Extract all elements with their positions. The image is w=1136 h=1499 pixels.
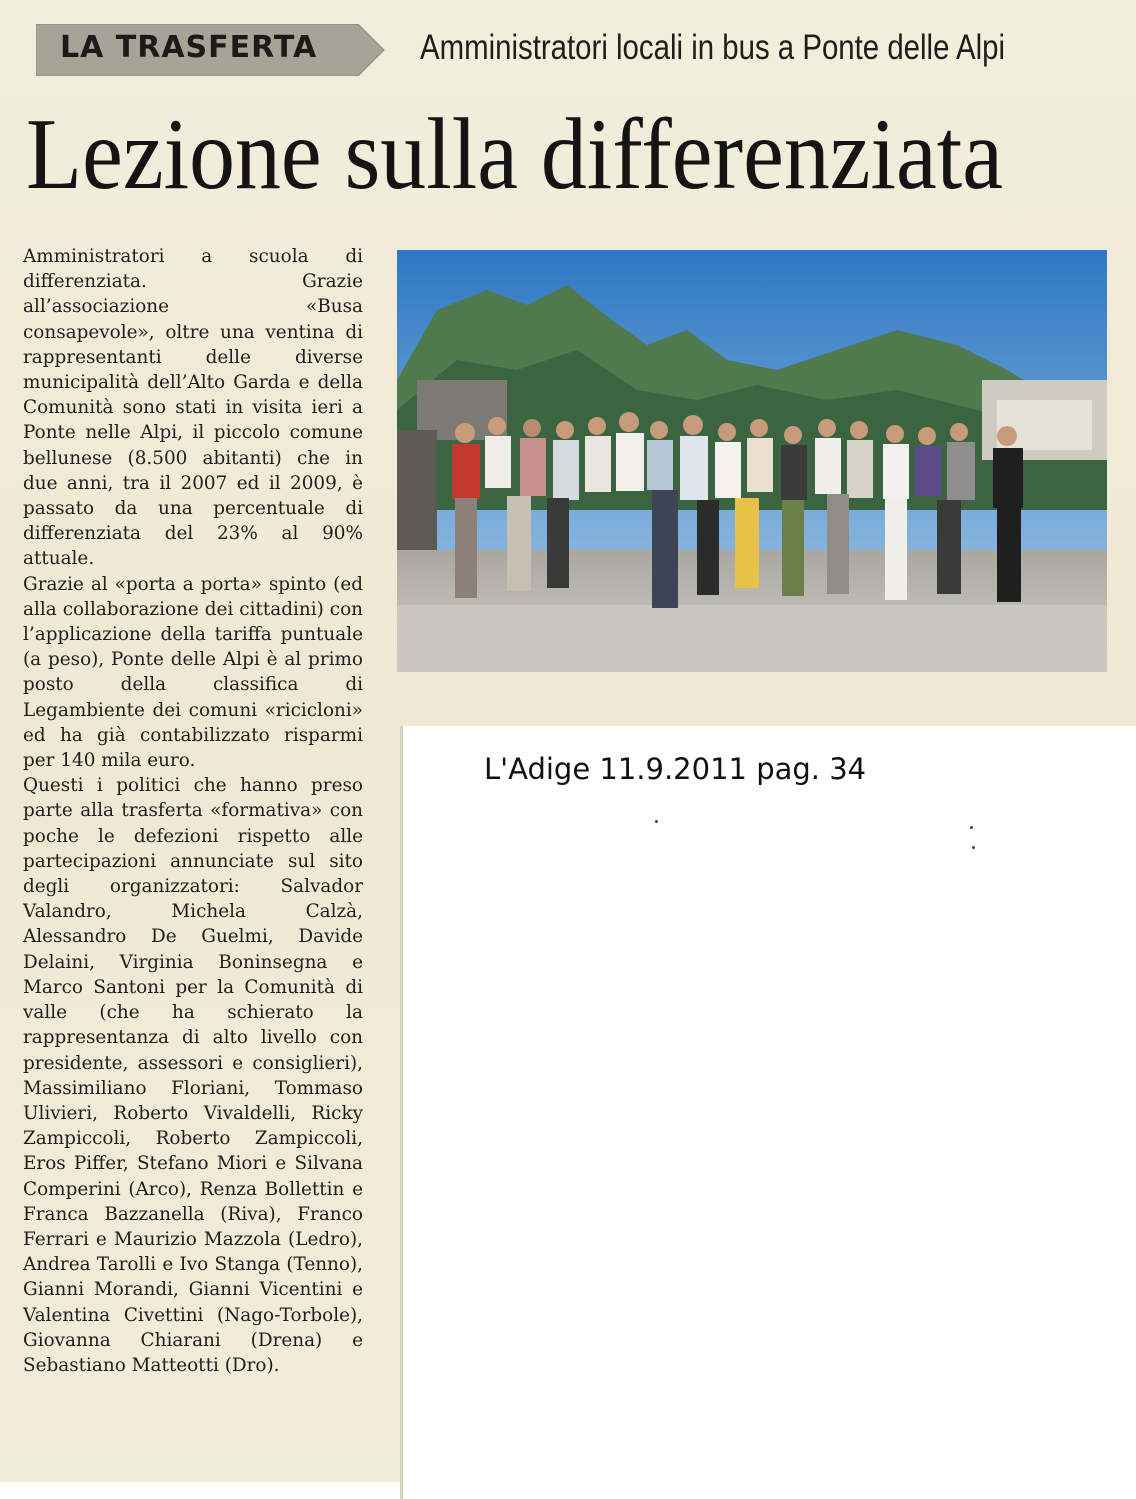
scan-speck [972, 846, 975, 849]
headline: Lezione sulla differenziata [26, 98, 1003, 211]
subheadline: Amministratori locali in bus a Ponte delle Alpi [420, 28, 1006, 67]
article-paragraph-1: Amministratori a scuola di differenziata. Grazie all’associazione «Busa consapevole», oltre una ventina di rappresentanti delle diverse municipalità dell’Alto Garda e della Comunità sono stati in visita ieri a Ponte nelle Alpi, il piccolo comune bellunese (8.500 abitanti) che in due anni, tra il 2007 ed il 2009, è passato da una percentuale di differenziata del 23% al 90% attuale. [23, 246, 363, 570]
source-caption: L'Adige 11.9.2011 pag. 34 [484, 752, 867, 786]
article-paragraph-2: Grazie al «porta a porta» spinto (ed alla collaborazione dei cittadini) con l’applicazione della tariffa puntuale (a peso), Ponte delle Alpi è al primo posto della classifica di Legambiente dei comuni «ricicloni» ed ha già contabilizzato risparmi per 140 mila euro. [23, 573, 363, 772]
article-paragraph-3: Questi i politici che hanno preso parte alla trasferta «formativa» con poche le defezioni rispetto alle partecipazioni annunciate sul sito degli organizzatori: Salvador Valandro, Michela Calzà, Alessandro De Guelmi, Davide Delaini, Virginia Boninsegna e Marco Santoni per la Comunità di valle (che ha schierato la rappresentanza di alto livello con presidente, assessori e consiglieri), Massimiliano Floriani, Tommaso Ulivieri, Roberto Vivaldelli, Ricky Zampiccoli, Roberto Zampiccoli, Eros Piffer, Stefano Miori e Silvana Comperini (Arco), Renza Bollettin e Franca Bazzanella (Riva), Franco Ferrari e Maurizio Mazzola (Ledro), Andrea Tarolli e Ivo Stanga (Tenno), Gianni Morandi, Gianni Vicentini e Valentina Civettini (Nago-Torbole), Giovanna Chiarani (Drena) e Sebastiano Matteotti (Dro). [23, 775, 363, 1376]
group-photo-image [397, 250, 1107, 672]
group-photo [397, 250, 1107, 672]
kicker-label: LA TRASFERTA [60, 30, 318, 65]
clipping-edge [400, 726, 403, 1499]
clipping-bottom-edge [0, 1482, 400, 1499]
article-body [23, 244, 363, 1378]
scan-speck [655, 820, 658, 823]
section-kicker [36, 24, 374, 76]
scan-speck [970, 826, 973, 829]
